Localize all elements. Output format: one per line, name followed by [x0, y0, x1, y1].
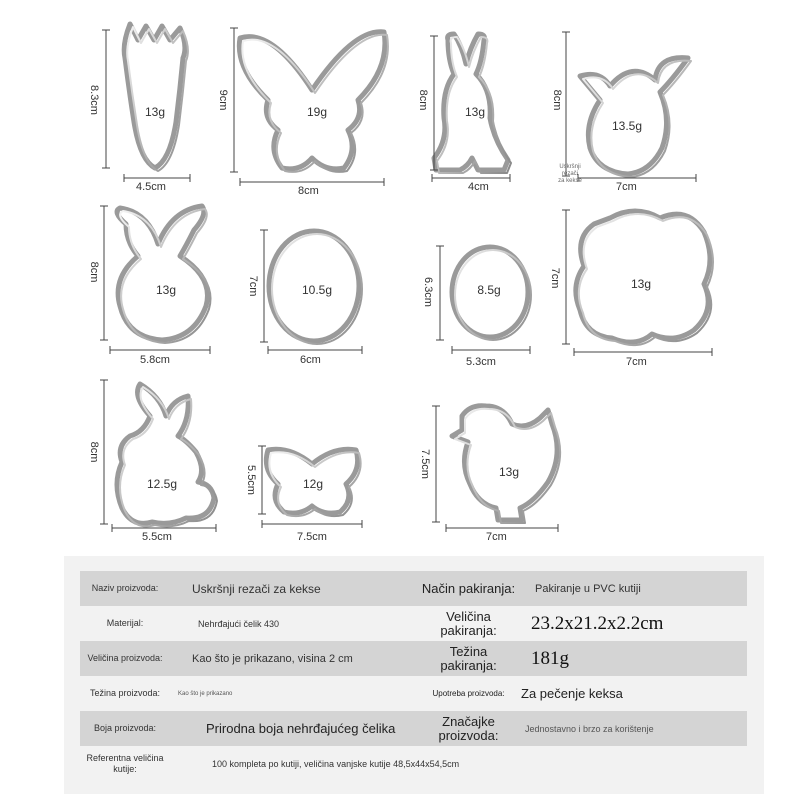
spec-row [80, 711, 747, 746]
spec-row [80, 746, 747, 781]
spec-value: Uskršnji rezači za kekse [170, 571, 420, 606]
weight-bunny-egg: 13.5g [611, 119, 643, 133]
spec-label: Težina proizvoda: [80, 676, 170, 711]
spec-label: Referentna veličina kutije: [80, 746, 170, 781]
width-carrot: 4.5cm [136, 181, 166, 193]
weight-butterfly-small: 12g [302, 477, 324, 491]
spec-value: Prirodna boja nehrđajućeg čelika [170, 711, 420, 746]
spec-label: Veličina proizvoda: [80, 641, 170, 676]
spec-row [80, 571, 747, 606]
weight-egg-small: 8.5g [477, 283, 501, 297]
height-egg-large: 7cm [247, 275, 259, 297]
height-butterfly-large: 9cm [217, 89, 229, 111]
spec-label: Materijal: [80, 606, 170, 641]
spec-value: 23.2x21.2x2.2cm [517, 606, 747, 641]
spec-label: Naziv proizvoda: [80, 571, 170, 606]
spec-label: Način pakiranja: [420, 571, 517, 606]
weight-butterfly-large: 19g [306, 105, 328, 119]
spec-table [80, 571, 747, 781]
weight-flower: 13g [630, 277, 652, 291]
spec-label: Upotreba proizvoda: [420, 676, 517, 711]
width-bunny-standing: 4cm [468, 181, 489, 193]
height-bunny-head: 8cm [88, 261, 100, 283]
height-butterfly-small: 5.5cm [245, 465, 257, 495]
spec-value: Za pečenje keksa [517, 676, 747, 711]
width-bunny-head: 5.8cm [140, 354, 170, 366]
width-flower: 7cm [626, 356, 647, 368]
spec-value: 181g [517, 641, 747, 676]
spec-value: Kao što je prikazano, visina 2 cm [170, 641, 420, 676]
width-chick: 7cm [486, 531, 507, 543]
spec-value: Nehrđajući čelik 430 [170, 606, 420, 641]
width-bunny-sitting: 5.5cm [142, 531, 172, 543]
weight-bunny-standing: 13g [464, 105, 486, 119]
weight-egg-large: 10.5g [301, 283, 333, 297]
spec-row [80, 641, 747, 676]
spec-value: Pakiranje u PVC kutiji [517, 571, 747, 606]
spec-row [80, 606, 747, 641]
spec-label: Boja proizvoda: [80, 711, 170, 746]
spec-label: Težina pakiranja: [420, 641, 517, 676]
spec-label: Veličina pakiranja: [420, 606, 517, 641]
weight-chick: 13g [498, 465, 520, 479]
spec-value: 100 kompleta po kutiji, veličina vanjske kutije 48,5x44x54,5cm [170, 746, 747, 781]
height-carrot: 8.3cm [88, 85, 100, 115]
bunny-standing-cutter [434, 34, 508, 170]
bunny-head-cutter [117, 206, 207, 340]
height-chick: 7.5cm [419, 449, 431, 479]
height-bunny-egg: 8cm [551, 89, 563, 111]
height-flower: 7cm [549, 267, 561, 289]
height-bunny-standing: 8cm [417, 89, 429, 111]
width-egg-large: 6cm [300, 354, 321, 366]
watermark-text: Uskršnji rezači za kekse [558, 164, 582, 184]
spec-row [80, 676, 747, 711]
height-bunny-sitting: 8cm [88, 441, 100, 463]
spec-value: Jednostavno i brzo za korištenje [517, 711, 747, 746]
width-egg-small: 5.3cm [466, 356, 496, 368]
height-egg-small: 6.3cm [422, 277, 434, 307]
weight-bunny-sitting: 12.5g [146, 477, 178, 491]
weight-carrot: 13g [144, 105, 166, 119]
spec-value: Kao što je prikazano [170, 676, 420, 711]
bunny-sitting-cutter [117, 384, 214, 523]
width-butterfly-large: 8cm [298, 185, 319, 197]
width-bunny-egg: 7cm [616, 181, 637, 193]
spec-label: Značajke proizvoda: [420, 711, 517, 746]
weight-bunny-head: 13g [155, 283, 177, 297]
width-butterfly-small: 7.5cm [297, 531, 327, 543]
